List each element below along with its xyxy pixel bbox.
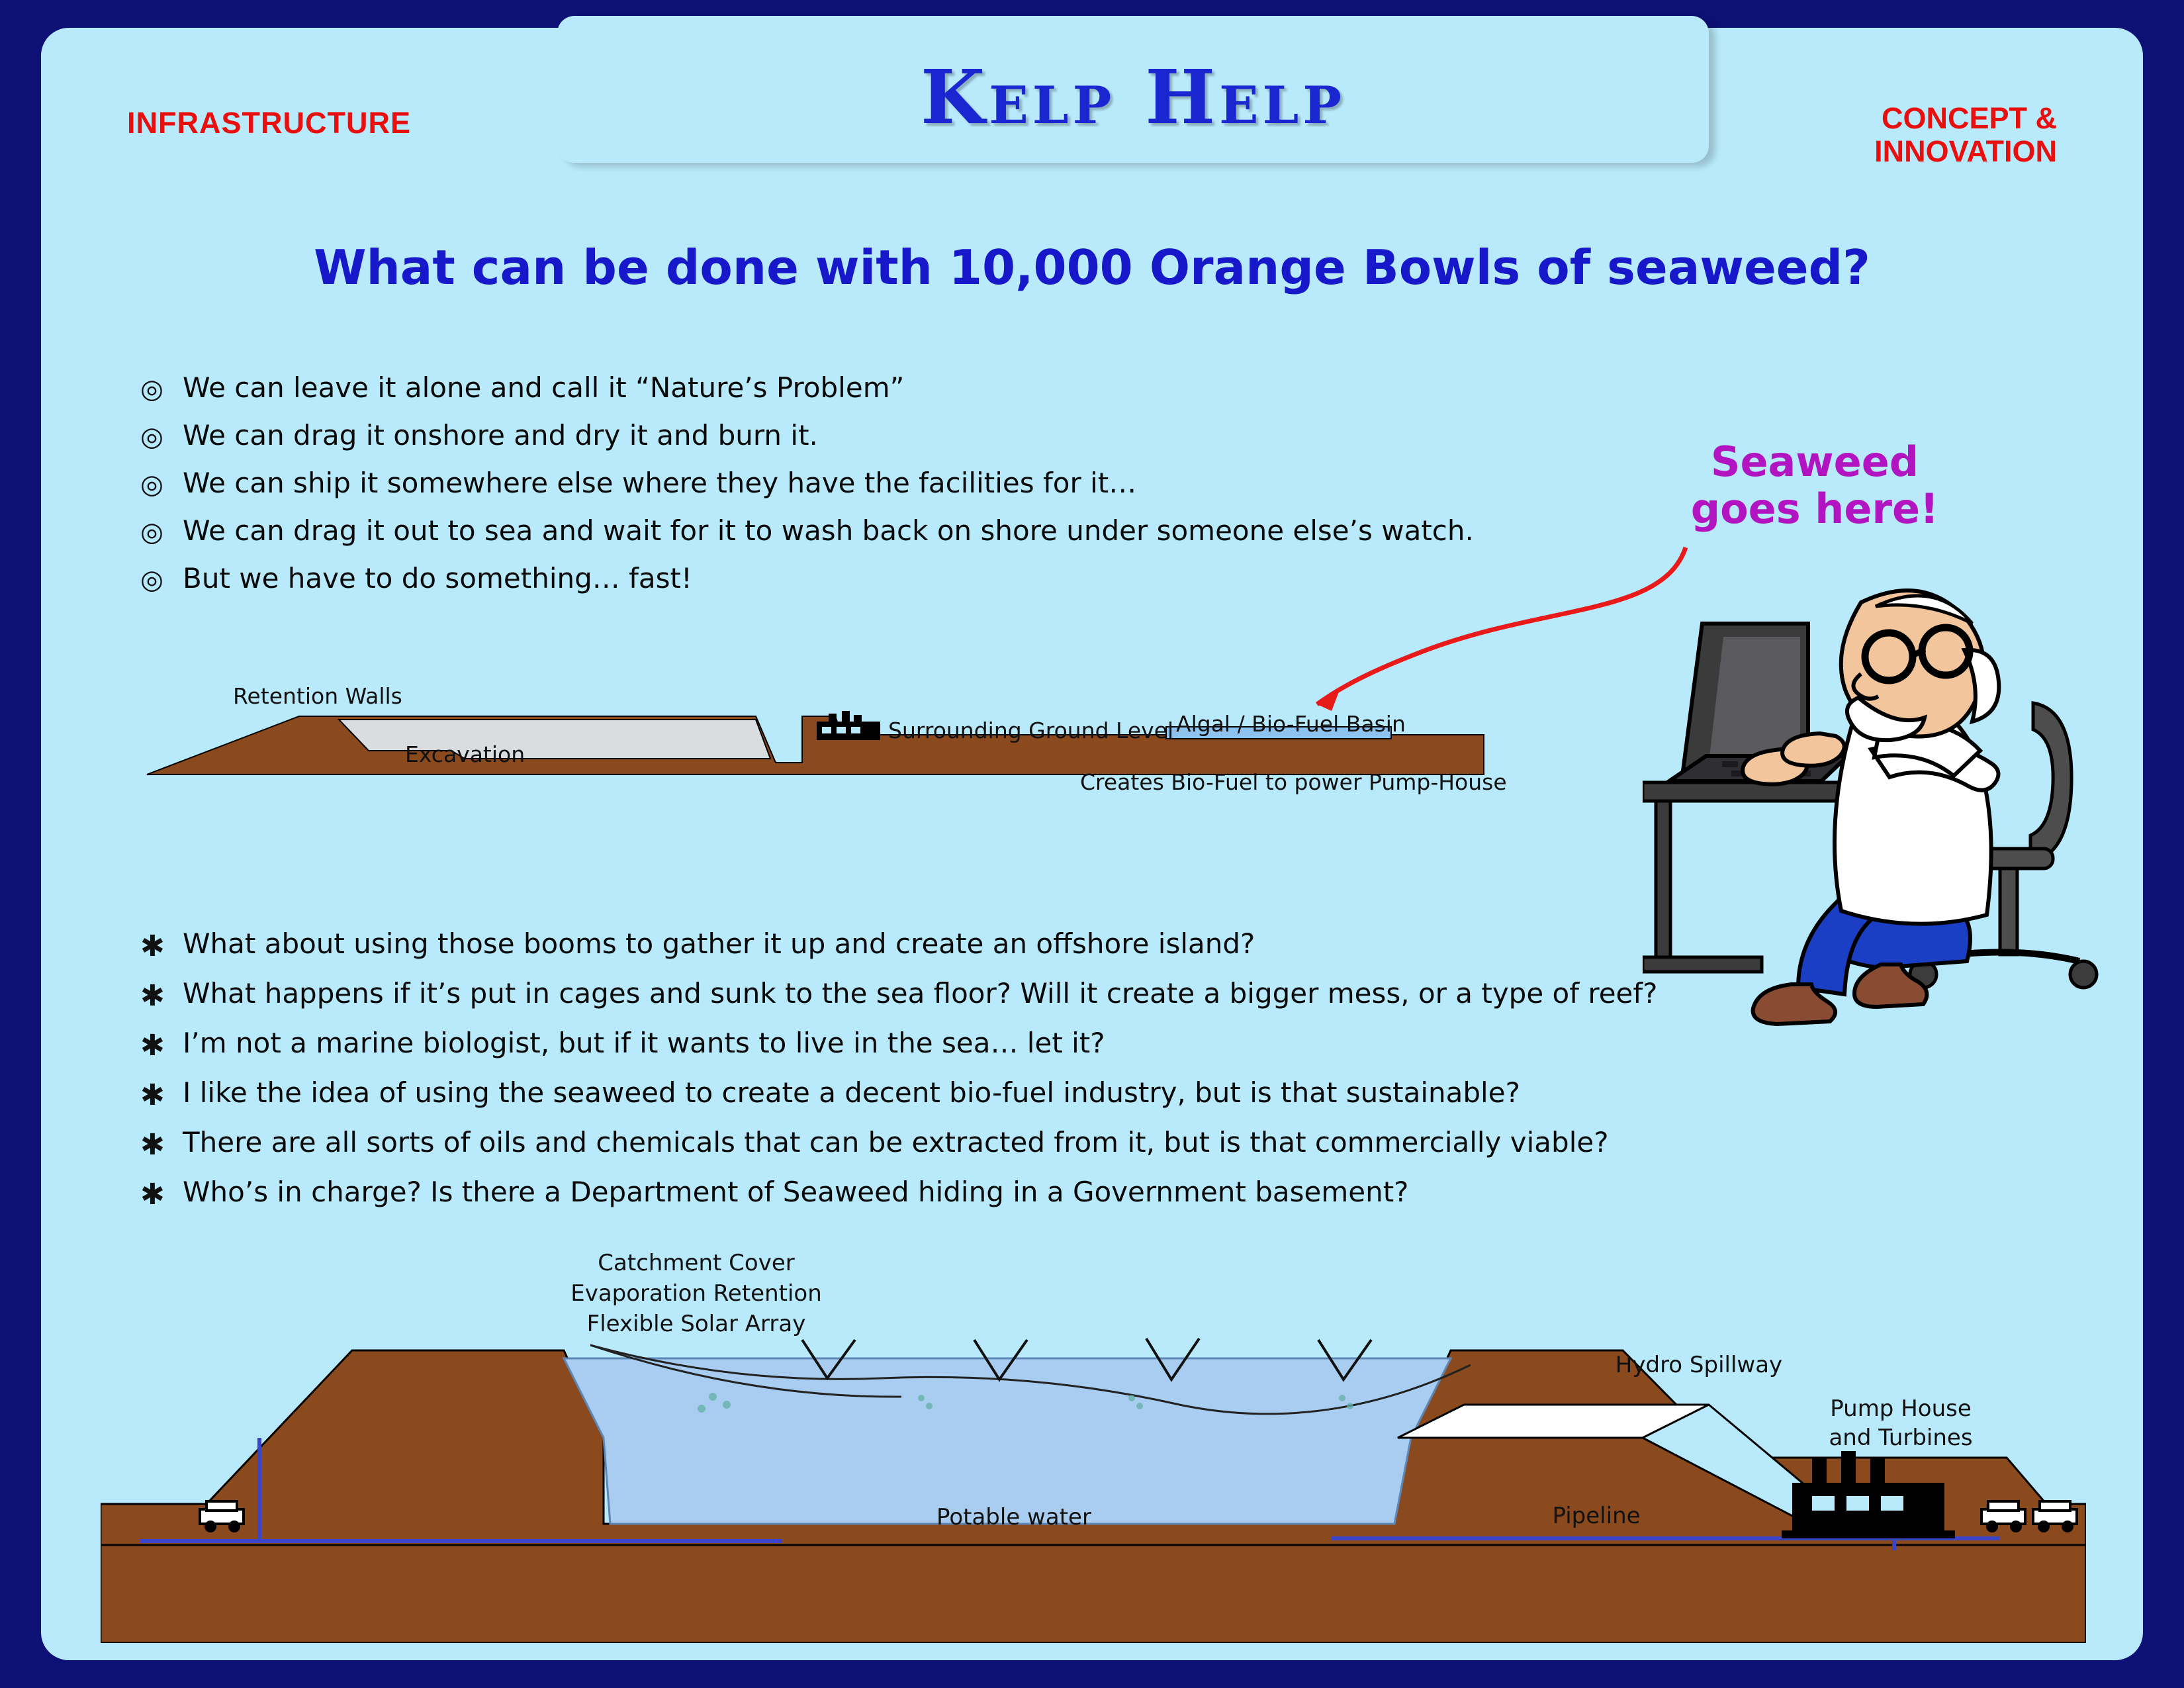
star-bullet-icon: ✱ [140,1129,165,1161]
list-item-label: We can drag it out to sea and wait for it to wash back on shore under someone else’s watch. [183,514,1474,547]
list-item-label: We can drag it onshore and dry it and burn it. [183,419,818,452]
bullet-icon: ◎ [140,375,163,404]
list-item [140,1077,1657,1110]
star-bullet-icon: ✱ [140,980,165,1012]
tag-infrastructure: INFRASTRUCTURE [127,106,411,140]
tag-line-1: CONCEPT & [1881,101,2057,135]
label-biofuel-note: Creates Bio-Fuel to power Pump-House [1080,769,1507,795]
label-flexible-solar-array: Flexible Solar Array [586,1311,806,1337]
tag-concept-innovation [1779,102,2057,169]
list-item-label: Who’s in charge? Is there a Department of Seaweed hiding in a Government basement? [183,1176,1409,1208]
star-bullet-icon: ✱ [140,1079,165,1111]
list-item [140,978,1657,1011]
list-item-label: We can leave it alone and call it “Nature’s Problem” [183,371,905,404]
label-hydro-spillway: Hydro Spillway [1615,1352,1783,1378]
list-item [140,1176,1657,1209]
bullet-icon: ◎ [140,470,163,500]
list-item [140,1027,1657,1060]
annotation-line-2: goes here! [1690,485,1939,534]
bullet-icon: ◎ [140,565,163,595]
star-bullet-icon: ✱ [140,1178,165,1211]
star-bullet-icon: ✱ [140,1029,165,1062]
questions-list [140,928,1657,1226]
bullet-icon: ◎ [140,422,163,452]
list-item-label: What happens if it’s put in cages and sunk to the sea floor? Will it create a bigger mess, or a type of reef? [183,977,1658,1009]
label-ground-level: Surrounding Ground Level [888,718,1174,743]
diagram-excavation-basin [140,683,1530,822]
factory-icon [817,711,880,740]
list-item [140,372,1474,403]
label-pump-house-line-1: Pump House [1830,1395,1972,1422]
list-item-label: We can ship it somewhere else where they have the facilities for it… [183,467,1137,500]
slide-canvas [41,28,2143,1660]
diagram-reservoir-svg [101,1239,2086,1643]
diagram-reservoir [101,1239,2086,1643]
list-item [140,1127,1657,1160]
list-item-label: I’m not a marine biologist, but if it wants to live in the sea… let it? [183,1027,1105,1059]
annotation-line-1: Seaweed [1710,438,1919,486]
subtitle: What can be done with 10,000 Orange Bowls of seaweed? [314,240,1870,295]
scientist-head [1841,590,1999,740]
list-item [140,420,1474,451]
annotation-seaweed-goes-here [1676,438,1954,533]
label-retention-walls: Retention Walls [233,683,402,709]
scientist-illustration [1643,551,2132,1133]
list-item [140,467,1474,498]
label-catchment-cover: Catchment Cover [598,1250,795,1276]
tag-line-2: INNOVATION [1874,134,2057,169]
label-algal-basin: Algal / Bio-Fuel Basin [1176,711,1406,737]
label-pipeline: Pipeline [1552,1503,1641,1529]
list-item-label: But we have to do something… fast! [183,562,692,595]
star-bullet-icon: ✱ [140,930,165,962]
label-excavation: Excavation [405,741,525,767]
bullet-icon: ◎ [140,518,163,547]
label-potable-water: Potable water [936,1504,1091,1530]
list-item-label: There are all sorts of oils and chemicals that can be extracted from it, but is that commercially viable? [183,1126,1609,1158]
list-item [140,928,1657,961]
label-evaporation-retention: Evaporation Retention [570,1280,822,1307]
list-item-label: I like the idea of using the seaweed to create a decent bio-fuel industry, but is that sustainable? [183,1076,1520,1109]
diagram-excavation-svg [140,690,1530,822]
label-pump-house-line-2: and Turbines [1829,1425,1973,1451]
page-title: Kelp Help [920,54,1346,141]
list-item-label: What about using those booms to gather it up and create an offshore island? [183,927,1255,960]
